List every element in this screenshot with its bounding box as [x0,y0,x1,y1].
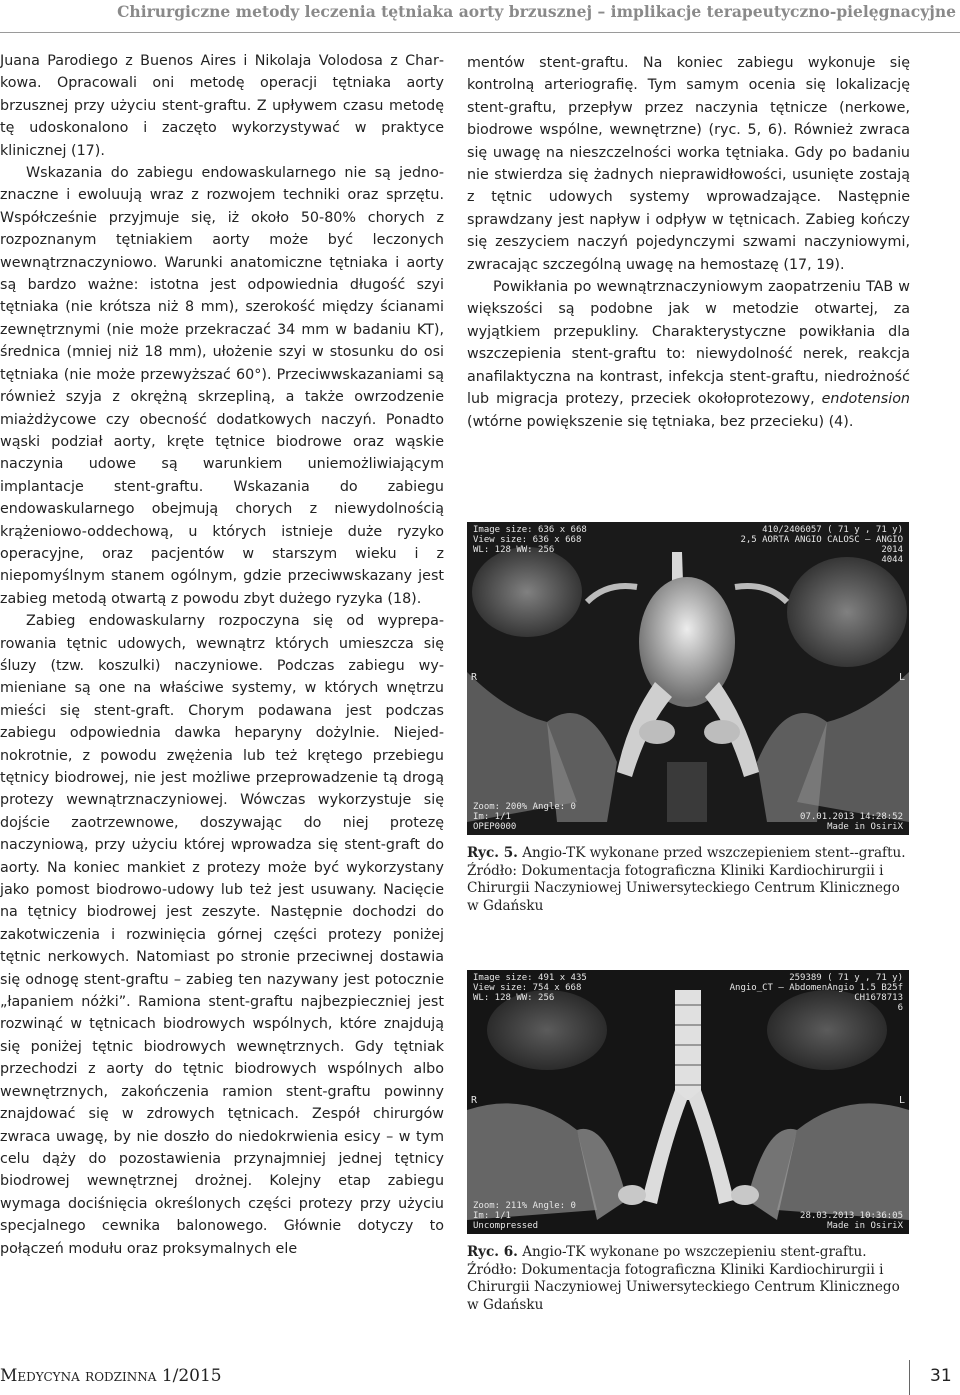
endotension-term: endotension [821,391,910,408]
figure-5-ct-scan [467,522,909,835]
figure-6-overlay-bottom-right: 28.03.2013 10:36:05 Made in OsiriX [800,1211,903,1231]
footer-journal-name: Medycyna rodzinna 1/2015 [0,1366,222,1386]
right-paragraph-2-text: Powikłania po wewnątrznaczyniowym zaopatrzeniu TAB w większości są podobne jak w metodzie otwartej, za wyjątkiem przepukliny. Charakterystyczne powikłania dla wszczepienia stent-graftu to: niewydolność nerek, reakcja anafilaktyczna na kontrast, infekcja stent-graftu, niedrożność lub migracja protezy, przeciek okołoprotezowy, [467,279,910,408]
running-header [0,0,960,33]
figure-5-caption-label: Ryc. 5. [467,845,518,861]
footer-divider [909,1360,910,1395]
figure-5-overlay-top-right: 410/2406057 ( 71 y , 71 y) 2,5 AORTA ANGIO CALOSC — ANGIO 2014 4044 [740,525,903,565]
left-paragraph-3: Zabieg endowaskularny rozpoczyna się od wypreparowania tętnic udowych, wewnątrz których umieszcza się śluzy (tzw. koszulki) naczyniowe. Podczas zabiegu wymieniane są one na właściwe systemy, w których wnętrzu mieści się stent-graft. Chorym podawana jest podczas zabiegu odpowiednia dawka heparyny dożylnie. Niejednokrotnie, z powodu zwężenia lub też krętego przebiegu tętnicy biodrowej, nie jest możliwe przeprowadzenie tą drogą protezy wewnątrznaczyniowej. Wówczas wykorzystuje się dojście zaotrzewnowe, doszywając do niej protezę naczyniową, przy użyciu której wprowadza się stent-graft do aorty. Na koniec mankiet z protezy może być wykorzystany jako pomost biodrowo-udowy lub też jest usuwany. Nacięcie na tętnicy biodrowej jest zeszyte. Następnie dochodzi do zakotwiczenia i rozwinięcia górnej części protezy poniżej tętnic nerkowych. Natomiast po stronie przeciwnej dostawia się odnogę stent-graftu – zabieg ten nazywany jest potocznie „łapaniem nóżki”. Ramiona stent-graftu najbezpieczniej jest rozwinąć w tętnicach biodrowych wspólnych, które znajdują się poniżej tętnic biodrowych wewnętrznych. Gdy tętniak przechodzi z aorty do tętnic biodrowych wspólnych albo wewnętrznych, zakończenia ramion stent-graftu powinny znajdować się w zdrowych tętnicach. Zespół chirurgów zwraca uwagę, by nie doszło do niedokrwienia esicy – w tym celu dąży do pozostawienia przynajmniej jednej tętnicy biodrowej wewnętrznej drożnej. Kolejny etap zabiegu wymaga dociśnięcia określonych części protezy przy użyciu specjalnego cewnika balonowego. Głównie dotyczy to połączeń modułu oraz proksymalnych ele [0,613,444,1257]
footer-page-number: 31 [930,1366,952,1386]
right-paragraph-2-tail: (wtórne powiększenie się tętniaka, bez przecieku) (4). [467,413,854,430]
right-column [467,52,910,433]
left-column [0,50,444,1260]
figure-6-caption-label: Ryc. 6. [467,1244,518,1260]
running-header-title: Chirurgiczne metody leczenia tętniaka aorty brzusznej – implikacje terapeutyczno-pielęgnacyjne [117,2,956,21]
figure-5-label-l: L [898,672,905,683]
figure-6-overlay-top-left: Image size: 491 x 435 View size: 754 x 668 WL: 128 WW: 256 [473,973,587,1003]
figure-6-label-r: R [471,1095,478,1106]
figure-5-overlay-top-left: Image size: 636 x 668 View size: 636 x 668 WL: 128 WW: 256 [473,525,587,555]
figure-5-scan-image [467,522,909,835]
figure-6-overlay-bottom-left: Zoom: 211% Angle: 0 Im: 1/1 Uncompressed [473,1201,576,1231]
right-paragraph-2 [467,276,910,433]
left-paragraph-2: Wskazania do zabiegu endowaskularnego nie są jednoznaczne i ewoluują wraz z rozwojem techniki oraz sprzętu. Współcześnie przyjmuje się, iż około 50-80% chorych z rozpoznanym tętniakiem aorty może być leczonych wewnątrznaczyniowo. Warunki anatomiczne tętniaka i aorty są bardzo ważne: istotna jest odpowiednia długość szyi tętniaka (nie krótsza niż 8 mm), szerokość między ścianami zewnętrznymi (nie może przekraczać 34 mm w badaniu KT), średnica (mniej niż 18 mm), ułożenie szyi w stosunku do osi tętniaka (nie może przewyższać 60°). Przeciwwskazaniami są również szyja z okrężną skrzepliną, a także owrzodzenie miażdżycowe czy obecność dodatkowych naczyń. Ponadto wąski podział aorty, kręte tętnice biodrowe oraz wąskie naczynia udowe są warunkiem uniemożliwiającym implantacje stent-graftu. Wskazania do zabiegu endowaskularnego obejmują chorych z niewydolnością krążeniowo-oddechową, u których istnieje duże ryzyko operacyjne, oraz pacjentów w starszym wieku i z niepomyślnym stanem ogólnym, gdzie przeciwwskazany jest zabieg metodą otwartą z powodu zbyt dużego ryzyka (18). [0,165,444,607]
figure-5-caption [467,845,912,915]
figure-5-overlay-bottom-right: 07.01.2013 14:28:52 Made in OsiriX [800,812,903,832]
figure-6-caption-line [467,1244,912,1262]
right-paragraph-1: mentów stent-graftu. Na koniec zabiegu wykonuje się kontrolną arteriografię. Tym samym ocenia się lokalizację stent-graftu, przepływ przez naczynia tętnicze (nerkowe, biodrowe wspólne, wewnętrzne) (ryc. 5, 6). Również zwraca się uwagę na nieszczelności worka tętniaka. Gdy po badaniu nie stwierdza się żadnych nieprawidłowości, usunięte zostają z tętnic udowych systemy wprowadzające. Następnie sprawdzany jest napływ i odpływ w tętnicach. Zabieg kończy się zeszyciem naczyń pojedynczymi szwami naczyniowymi, zwracając szczególną uwagę na hemostazę (17, 19). [467,55,910,273]
figure-6-caption-text: Angio-TK wykonane po wszczepieniu stent-graftu. [517,1244,867,1260]
figure-6-source: Źródło: Dokumentacja fotograficzna Kliniki Kardiochirurgii i Chirurgii Naczyniowej Uniwersyteckiego Centrum Klinicznego w Gdańsku [467,1261,900,1313]
left-paragraph-1: Juana Parodiego z Buenos Aires i Nikolaja Volodosa z Charkowa. Opracowali oni metodę operacji tętniaka aorty brzusznej przy użyciu stent-graftu. Z upływem czasu metodę tę udoskonalono i zaczęto wykorzystywać w praktyce klinicznej (17). [0,53,444,159]
figure-5-overlay-bottom-left: Zoom: 200% Angle: 0 Im: 1/1 OPEP0000 [473,802,576,832]
figure-6-label-l: L [898,1095,905,1106]
figure-5-source: Źródło: Dokumentacja fotograficzna Kliniki Kardiochirurgii i Chirurgii Naczyniowej Uniwersyteckiego Centrum Klinicznego w Gdańsku [467,862,900,914]
figure-6-ct-scan [467,970,909,1234]
figure-5-caption-line [467,845,912,863]
figure-5-caption-text: Angio-TK wykonane przed wszczepieniem stent--graftu. [517,845,906,861]
figure-6-caption [467,1244,912,1314]
figure-5-label-r: R [471,672,478,683]
figure-6-overlay-top-right: 259389 ( 71 y , 71 y) Angio_CT — AbdomenAngio 1.5 B25f CH1678713 6 [729,973,903,1013]
